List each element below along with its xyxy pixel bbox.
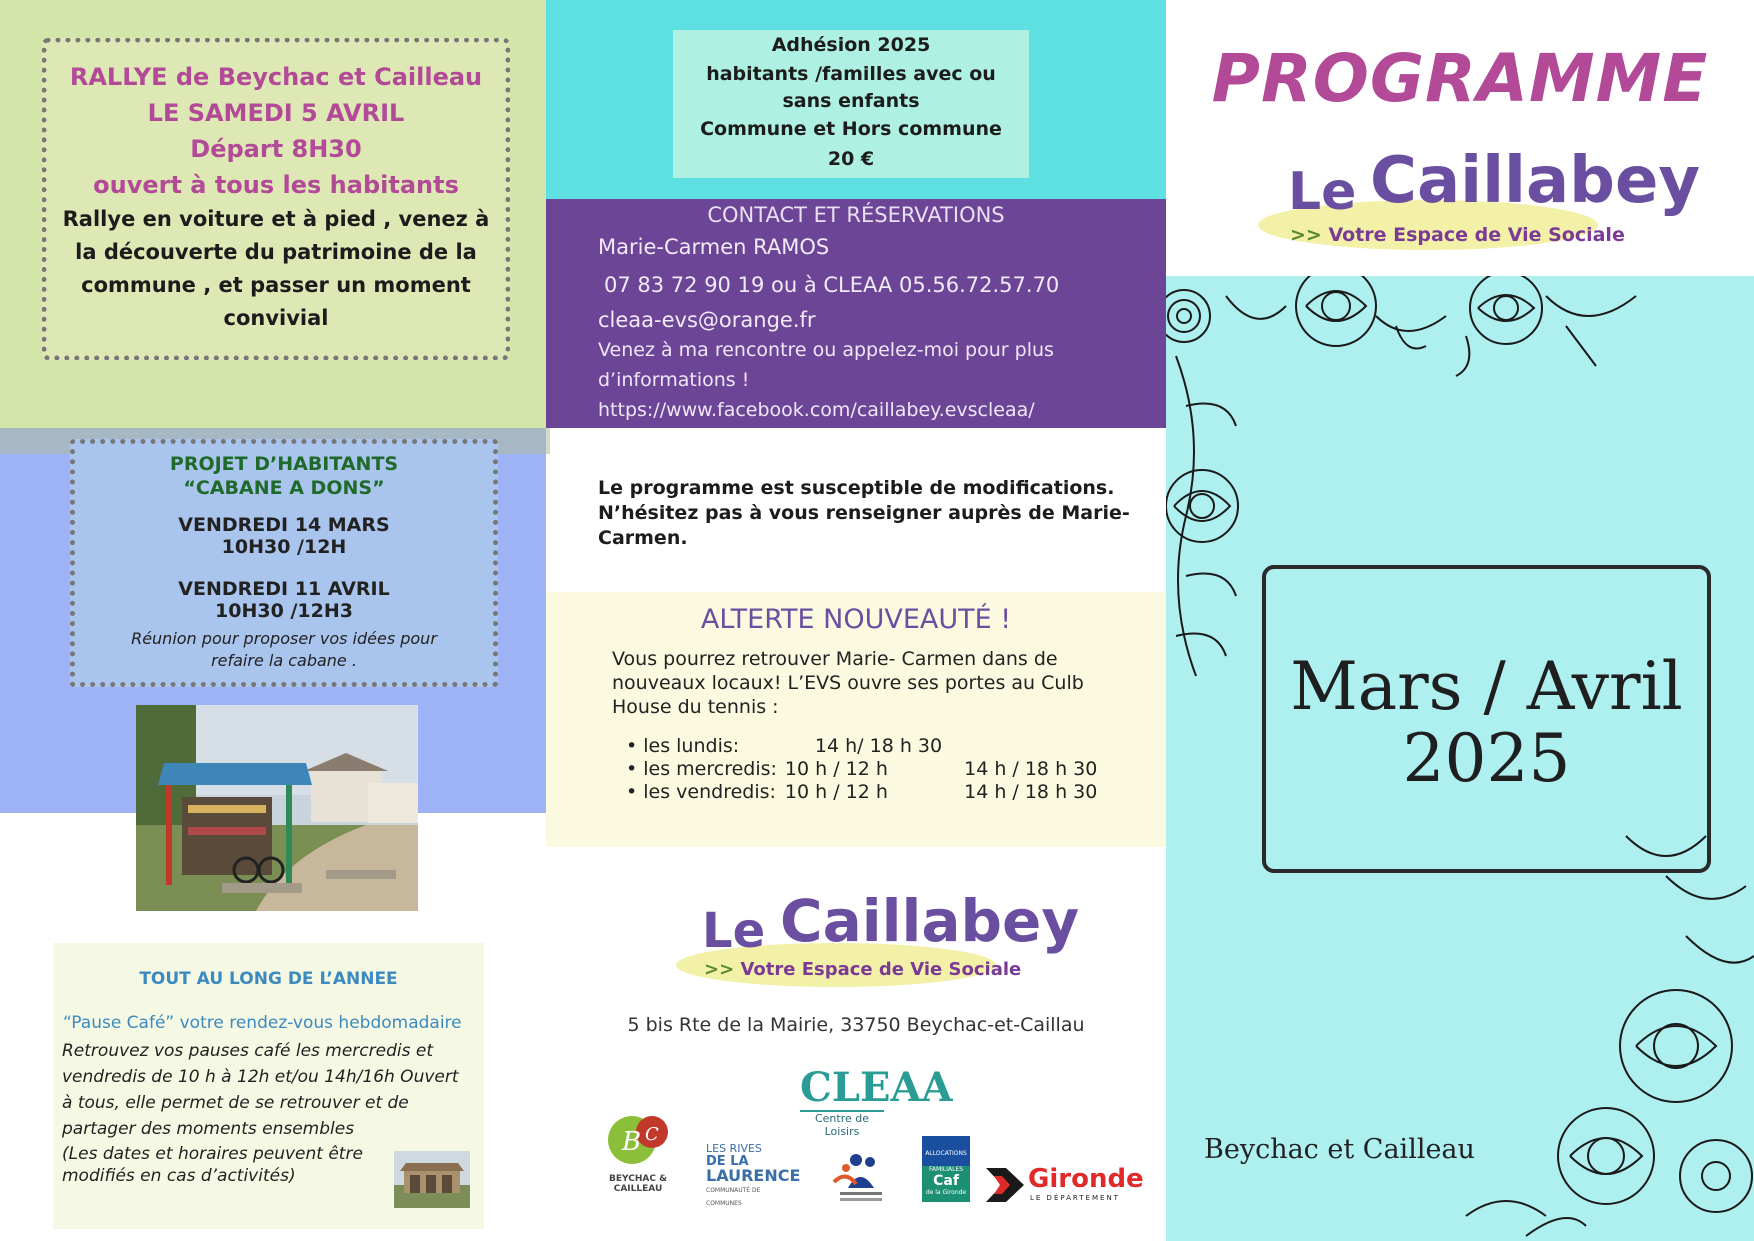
logo-le: Le — [1288, 162, 1357, 222]
nouveaute-panel — [546, 592, 1166, 847]
beychac-logo — [592, 1100, 684, 1192]
pause-cafe-note: (Les dates et horaires peuvent être modifiés en cas d’activités) — [62, 1144, 363, 1186]
adhesion-line-1: Adhésion 2025 — [771, 34, 931, 56]
rives-line-1: LES RIVES — [706, 1142, 762, 1155]
schedule-slot: 14 h/ 18 h 30 — [814, 735, 943, 757]
annee-box — [53, 943, 484, 1229]
logo-tagline: Votre Espace de Vie Sociale — [1328, 224, 1625, 246]
adhesion-line-3: sans enfants — [782, 90, 920, 112]
logo-arrows: >> — [704, 959, 735, 980]
rallye-date: LE SAMEDI 5 AVRIL — [147, 99, 405, 127]
schedule-row — [626, 735, 1105, 758]
family-logo — [826, 1148, 896, 1204]
schedule-table — [626, 735, 1105, 804]
contact-invite-2: d’informations ! — [598, 369, 750, 391]
rallye-description: Rallye en voiture et à pied , venez à la découverte du patrimoine de la commune , et passer un moment convivial — [62, 207, 490, 330]
programme-title: PROGRAMME — [1211, 40, 1709, 117]
contact-invite-1: Venez à ma rencontre ou appelez-moi pour plus — [598, 339, 1054, 361]
address: 5 bis Rte de la Mairie, 33750 Beychac-et-Caillau — [627, 1014, 1085, 1036]
caillabey-logo-cover — [1258, 142, 1701, 260]
adhesion-line-4: Commune et Hors commune — [700, 118, 1002, 140]
cabane-title-2: “CABANE A DONS” — [183, 477, 385, 499]
gironde-text: Gironde — [1028, 1164, 1144, 1194]
rives-line-2: DE LA — [706, 1154, 749, 1169]
logo-le: Le — [702, 903, 766, 959]
logo-name: Caillabey — [1370, 144, 1701, 218]
rallye-open: ouvert à tous les habitants — [93, 171, 459, 199]
rallye-depart: Départ 8H30 — [190, 135, 362, 163]
adhesion-box — [673, 30, 1029, 178]
pause-cafe-photo — [394, 1151, 470, 1208]
cabane-time-1: 10H30 /12H — [221, 536, 347, 558]
schedule-day: • les vendredis: — [626, 781, 776, 803]
svg-text:C: C — [645, 1124, 659, 1145]
logo-arrows: >> — [1290, 224, 1322, 246]
caillabey-logo-bottom — [672, 885, 1080, 995]
caf-line-2: FAMILIALES — [928, 1166, 964, 1173]
date-line-1: Mars / Avril — [1290, 648, 1683, 725]
caf-line-1: ALLOCATIONS — [925, 1150, 967, 1157]
date-line-2: 2025 — [1402, 720, 1571, 797]
logo-tagline-wrap — [704, 959, 1021, 980]
rives-laurence-logo — [706, 1142, 801, 1207]
schedule-row — [626, 781, 1105, 804]
cabane-date-2: VENDREDI 11 AVRIL — [178, 578, 390, 600]
schedule-day: • les lundis: — [626, 735, 740, 757]
logo-tagline: Votre Espace de Vie Sociale — [740, 959, 1022, 980]
schedule-row — [626, 758, 1105, 781]
programme-notice: Le programme est susceptible de modifications. N’hésitez pas à vous renseigner auprès de Marie-Carmen. — [598, 477, 1130, 549]
pause-cafe-text: Retrouvez vos pauses café les mercredis et vendredis de 10 h à 12h et/ou 14h/16h Ouvert à tous, elle permet de se retrouver et de partager des moments ensembles — [62, 1041, 459, 1139]
cabane-time-2: 10H30 /12H3 — [215, 600, 353, 622]
schedule-slot: 14 h / 18 h 30 — [964, 758, 1098, 780]
cabane-title-1: PROJET D’HABITANTS — [169, 453, 399, 475]
contact-panel — [546, 199, 1166, 428]
adhesion-price: 20 € — [827, 148, 875, 170]
cleaa-logo-sub: Centre de Loisirs — [800, 1110, 884, 1138]
contact-title: CONTACT ET RÉSERVATIONS — [707, 203, 1005, 227]
annee-title: TOUT AU LONG DE L’ANNEE — [139, 969, 398, 989]
schedule-slot: 14 h / 18 h 30 — [964, 781, 1098, 803]
rallye-title: RALLYE de Beychac et Cailleau — [69, 63, 483, 91]
rives-line-4: COMMUNAUTÉ DE COMMUNES — [706, 1187, 761, 1207]
contact-name: Marie-Carmen RAMOS — [598, 235, 830, 259]
schedule-day: • les mercredis: — [626, 758, 777, 780]
cabane-note: Réunion pour proposer vos idées pour refaire la cabane . — [131, 629, 437, 670]
gironde-sub: LE DÉPARTEMENT — [1030, 1194, 1120, 1202]
nouveaute-title: ALTERTE NOUVEAUTÉ ! — [700, 604, 1012, 635]
contact-email[interactable]: cleaa-evs@orange.fr — [598, 308, 816, 332]
pause-cafe-title: “Pause Café” votre rendez-vous hebdomadaire — [63, 1013, 462, 1033]
logo-tagline-wrap — [1290, 224, 1625, 246]
cleaa-logo-text: CLEAA — [800, 1064, 953, 1111]
caf-logo — [922, 1136, 970, 1202]
beychac-logo-text: BEYCHAC & CAILLEAU — [609, 1174, 667, 1194]
cleaa-logo — [800, 1064, 953, 1138]
schedule-slot: 10 h / 12 h — [784, 781, 888, 803]
schedule-slot: 10 h / 12 h — [784, 758, 888, 780]
cabane-photo — [136, 705, 418, 911]
nouveaute-text: Vous pourrez retrouver Marie- Carmen dans de nouveaux locaux! L’EVS ouvre ses portes au Culb House du tennis : — [612, 648, 1084, 718]
svg-text:B: B — [622, 1127, 642, 1157]
contact-phones[interactable]: 07 83 72 90 19 ou à CLEAA 05.56.72.57.70 — [604, 273, 1060, 297]
rives-line-3: LAURENCE — [706, 1166, 801, 1185]
caf-logo-top — [922, 1136, 970, 1166]
caf-line-3: Caf — [933, 1173, 959, 1189]
rallye-box — [42, 38, 510, 360]
gironde-logo — [986, 1164, 1144, 1206]
schedule-slot — [950, 735, 1105, 758]
date-box — [1262, 565, 1711, 873]
caf-line-4: de la Gironde — [925, 1189, 967, 1196]
cabane-box — [70, 439, 498, 687]
cabane-date-1: VENDREDI 14 MARS — [178, 514, 390, 536]
adhesion-line-2: habitants /familles avec ou — [706, 63, 996, 85]
logo-name: Caillabey — [780, 887, 1080, 955]
contact-facebook-link[interactable]: https://www.facebook.com/caillabey.evscleaa/ — [598, 399, 1035, 421]
commune-label: Beychac et Cailleau — [1204, 1134, 1475, 1165]
